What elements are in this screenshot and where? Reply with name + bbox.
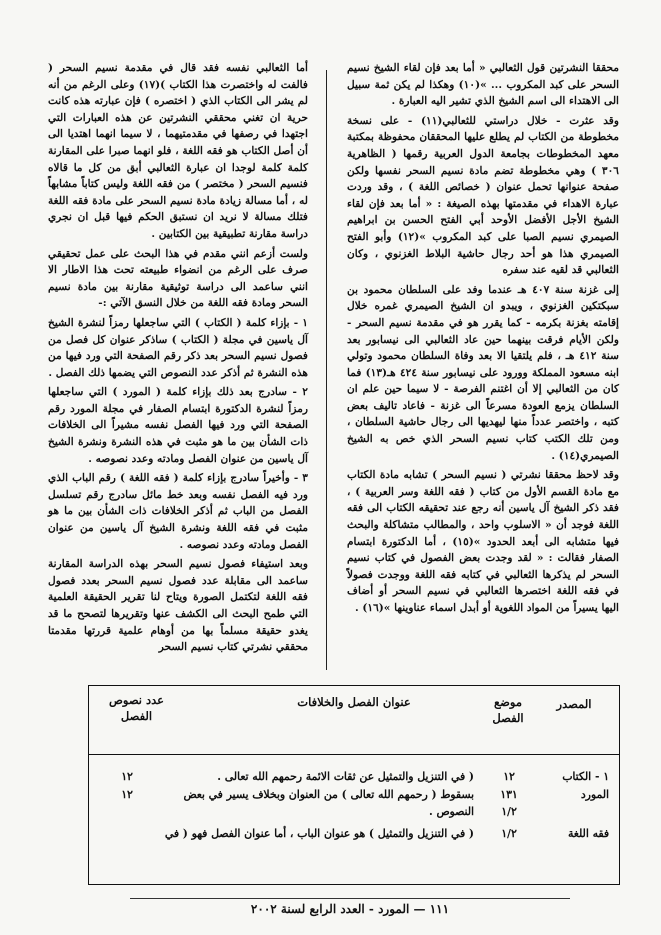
- paragraph: محققا النشرتين قول الثعالبي « أما بعد فإن لقاء الشيخ نسيم السحر على كبد المكروب ... »(١٠) وهكذا لم يكن ثمة سبيل الى الاهتداء الى اسم الشيخ الذي تشير اليه العبارة .: [347, 62, 620, 108]
- table-row: [89, 825, 619, 843]
- paragraph: ٢ - سادرج بعد ذلك بإزاء كلمة ( المورد ) التي ساجعلها رمزاً لنشرة الدكتورة ابتسام الصفار في مجلة المورد رقم الصفحة التي ورد فيها الفصل نفسه مشيراً الى الخلافات ذات الشأن بين ما هو مثبت في هذه النشرة ونشرة الشيخ آل ياسين من عنوان الفصل ومادته وعدد نصوصه .: [48, 386, 308, 465]
- header-rule: [89, 754, 619, 755]
- header-count: عدد نصوص الفصل: [108, 693, 165, 723]
- paragraph: إلى غزنة سنة ٤٠٧ هـ عندما وفد على السلطان محمود بن سبكتكين الغزنوي ، ويبدو ان الشيخ الصيمري غمره خلال إقامته بغزنة بكرمه - كما يقرر هو في مقدمة نسيم السحر - ولكن الأيام فرقت بينهما حين عاد الثعالبي الى نيسابور بعد سنة ٤١٢ هـ ، فلم يلتقيا الا بعد وفاة السلطان محمود وتولي ابنه مسعود المملكة وورود على نيسابور سنة ٤٢٤ هـ(١٣) فما كان من الثعالبي إلا أن اغتنم الفرصة - لا سيما حين علم ان السلطان يزمع العودة مسرعاً الى غزنة - فاعاد تاليف بعض كتبه ، واختصر عدداً منها ليهديها الى رجال حاشية السلطان ، ومن تلك الكتب كتاب نسيم السحر الذي خص به الشيخ الصيمري(١٤) .: [347, 283, 619, 462]
- comparison-table: [88, 685, 620, 885]
- text-column-left: [48, 60, 308, 659]
- cell-position: ١٣١: [500, 788, 518, 801]
- column-divider: [326, 70, 327, 670]
- paragraph: وقد عثرت - خلال دراستي للثعالبي(١١) - على نسخة مخطوطة من الكتاب لم يطلع عليها المحققان محفوظة بمكتبة معهد المخطوطات بجامعة الدول العربية رقمها ( الظاهرية ٣٠٦ ) وهي مخطوطة تضم مادة نسيم السحر نفسها ولكن صفحة عنوانها تحمل عنوان ( خصائص اللغة ) ، وقد وردت عبارة الاهداء في مقدمتها بهذه الصيغة : « أما بعد فإن لقاء الشيخ الأجل الأفضل الأوحد أبي الفتح الحسن بن ابراهيم الصيمري نسيم الصبا على كبد المكروب »(١٢) وأبو الفتح الصيمري هذا هو أحد رجال حاشية البلاط الغزنوي ، وكان الثعالبي قد لقيه عند سفره: [347, 114, 619, 277]
- text-column-right: [347, 60, 619, 620]
- cell-source: ١ - الكتاب: [562, 770, 609, 783]
- cell-title: ( في التنزيل والتمثيل عن ثقات الائمة رحمهم الله تعالى .: [217, 770, 474, 783]
- journal-issue: المورد - العدد الرابع لسنة ٢٠٠٢: [250, 902, 410, 916]
- paragraph: وقد لاحظ محققا نشرتي ( نسيم السحر ) تشابه مادة الكتاب مع مادة القسم الأول من كتاب ( فقه اللغة وسر العربية ) ، فقد ذكر الشيخ آل ياسين أنه رجع عند تحقيقه الكتاب الى فقه اللغة فوجد أن « الاسلوب واحد ، والمطالب متشاكلة والبحث فيها متشابه الى أبعد الحدود »(١٥) ، أما الدكتورة ابتسام الصفار فقالت : « لقد وجدت بعض الفصول في كتاب نسيم السحر لم يذكرها الثعالبي في كتابه فقه اللغة ووجدت فصولاً في فقه اللغة اختصرها الثعالبي في نسيم السحر أو أضاف اليها يسيراً من المواد اللغوية أو أبدل اسماء عناوينها »(١٦) .: [347, 469, 620, 614]
- table-row: [89, 768, 619, 786]
- paragraph: ١ - بإزاء كلمة ( الكتاب ) التي ساجعلها رمزاً لنشرة الشيخ آل ياسين في مجلة ( الكتاب ) ساذكر عنوان كل فصل من فصول نسيم السحر بعد ذكر رقم الصفحة التي ورد فيها من هذه النشرة ثم أذكر عدد النصوص التي يضمها ذلك الفصل .: [48, 316, 308, 379]
- paragraph: أما الثعالبي نفسه فقد قال في مقدمة نسيم السحر ( فالفت له واختصرت هذا الكتاب )(١٧) وعلى الرغم من أنه لم يشر الى الكتاب الذي ( اختصره ) فإن عبارته هذه كانت حرية ان تغني محققي النشرتين عن هذه العبارات التي اجتهدا في رصفها في مقدمتيهما ، لا سيما انهما اهتديا الى أن أصل الكتاب هو فقه اللغة ، فلو انهما صبرا على المقارنة كلمة كلمة لوجدا ان عبارة الثعالبي أبق من كل ما قالاه فنسيم السحر ( مختصر ) من فقه اللغة وليس كتاباً مشابهاً له ، أما مسالة زيادة مادة نسيم السحر على مادة فقه اللغة فتلك مسالة لا نريد ان نستبق الحكم فيها قبل ان نجري دراسة مقارنة تطبيقية بين الكتابين .: [48, 62, 308, 240]
- table-row: [89, 803, 619, 821]
- paragraph: ٣ - وأخيراً سادرج بإزاء كلمة ( فقه اللغة ) رقم الباب الذي ورد فيه الفصل نفسه وبعد خط مائل سادرج رقم تسلسل الفصل من الباب ثم أذكر الخلافات ذات الشأن بين ما هو مثبت في فقه اللغة ونشرة الشيخ آل ياسين من عنوان الفصل ومادته وعدد نصوصه .: [48, 472, 308, 551]
- footer: ١١١ — المورد - العدد الرابع لسنة ٢٠٠٢: [250, 902, 450, 916]
- cell-source: المورد: [580, 788, 609, 801]
- cell-position: ١/٢: [501, 805, 517, 818]
- header-position: موضع الفصل: [492, 695, 524, 725]
- paragraph: ولست أزعم انني مقدم في هذا البحث على عمل تحقيقي صرف على الرغم من انضواء طبيعته تحت هذا الاطار الا انني ساعمد الى دراسة توثيقية مقارنة بين مادة نسيم السحر ومادة فقه اللغة من خلال النسق الآتي :-: [48, 247, 308, 310]
- cell-position: ١/٢: [501, 827, 517, 840]
- paragraph: وبعد استيفاء فصول نسيم السحر بهذه الدراسة المقارنة ساعمد الى مقابلة عدد فصول نسيم السحر بعدد فصول فقه اللغة لتكتمل الصورة ويتاح لنا تقرير الحقيقة العلمية التي طمح البحث الى الكشف عنها وتقريرها لتصحح ما قد يغدو حقيقة مسلماً بها من أوهام علمية قررتها مقدمتا محققي نشرتي كتاب نسيم السحر: [48, 558, 308, 654]
- footer-rule: [130, 898, 570, 899]
- header-source: المصدر: [556, 697, 592, 711]
- table-row: [89, 786, 619, 804]
- cell-title: بسقوط ( رحمهم الله تعالى ) من العنوان وبخلاف يسير في بعض: [183, 788, 474, 801]
- cell-title: النصوص .: [428, 805, 474, 818]
- cell-position: ١٢: [503, 770, 515, 783]
- cell-source: فقه اللغة: [567, 827, 609, 840]
- page-number: ١١١: [429, 902, 450, 916]
- header-title: عنوان الفصل والخلافات: [297, 695, 411, 709]
- cell-count: ١٢: [121, 788, 133, 801]
- cell-title: ( في التنزيل والتمثيل ) هو عنوان الباب ، أما عنوان الفصل فهو ( في: [164, 827, 474, 840]
- cell-count: ١٢: [121, 770, 133, 783]
